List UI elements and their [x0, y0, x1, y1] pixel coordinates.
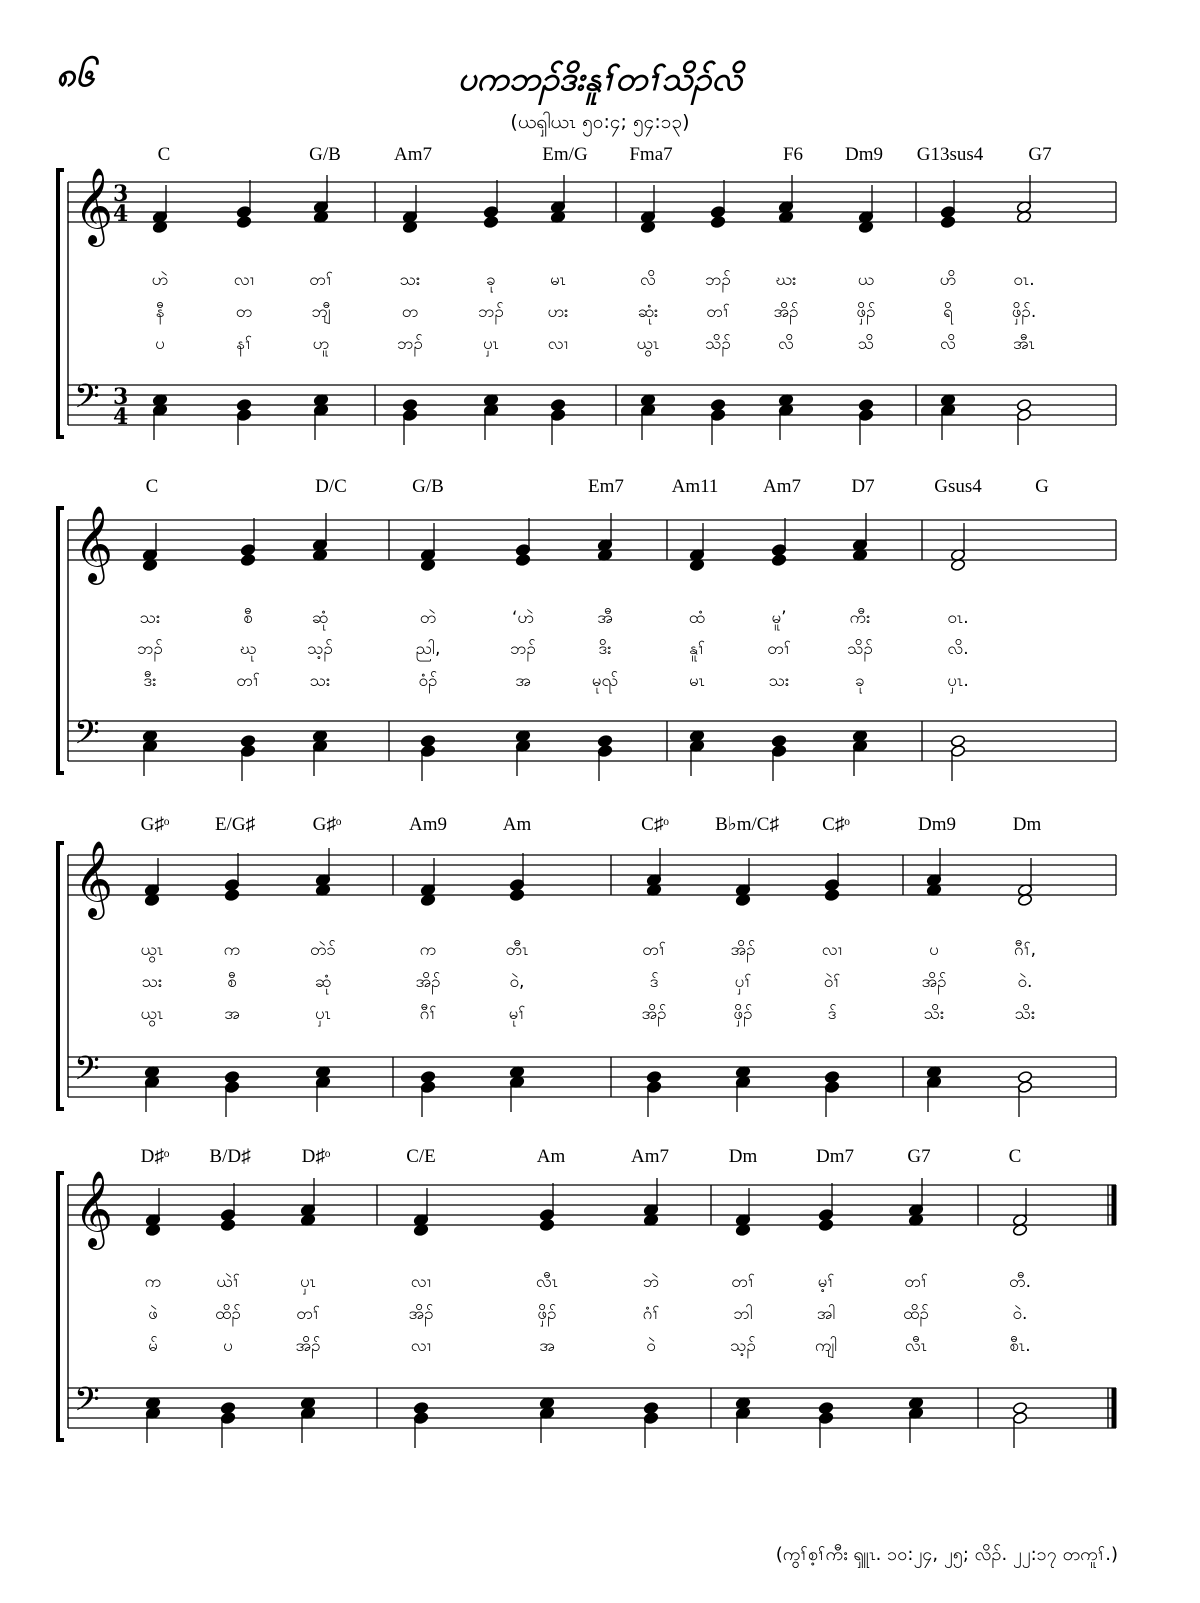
lyric-syllable: မုၺ် [591, 671, 619, 691]
lyric-syllable: တၢ် [706, 302, 730, 322]
lyric-syllable: လိ [640, 270, 656, 290]
chord-symbol: D7 [851, 476, 875, 497]
treble-notehead [236, 215, 251, 228]
chord-symbol: G♯ᵒ [140, 814, 170, 835]
hymn-title: ပကဘၣ်ဒိးနူၢ်တၢ်သိၣ်လိ [457, 59, 743, 98]
chord-symbol: G/B [309, 144, 341, 165]
treble-notehead [539, 1218, 554, 1231]
lyric-syllable: ထိၣ် [903, 1304, 929, 1324]
lyric-syllable: တဲ [419, 608, 437, 628]
lyric-syllable: ဝၤ. [947, 608, 969, 628]
chord-symbol: C [145, 476, 159, 497]
chord-symbol: Em/G [542, 144, 588, 165]
lyric-syllable: သိၣ် [847, 639, 873, 659]
lyric-syllable: ကျါ [814, 1336, 838, 1356]
lyric-syllable: မုၢ် [508, 1004, 526, 1024]
lyric-syllable: ယွၤ [140, 1004, 164, 1024]
lyric-syllable: စီၤ. [1009, 1336, 1031, 1356]
chord-symbol: G/B [412, 476, 444, 497]
scripture-reference: (ယၡါယၤ ၅၀:၄; ၅၄:၁၃) [510, 111, 690, 133]
lyric-syllable: တၢ် [236, 671, 260, 691]
lyric-syllable: မ် [148, 1336, 158, 1356]
lyric-syllable: နီ [155, 302, 165, 322]
bass-clef-icon: 𝄢 [74, 1050, 100, 1096]
lyric-syllable: ဝဲ, [509, 972, 525, 992]
lyric-syllable: စီ [227, 972, 237, 992]
chord-symbol: Am11 [671, 476, 719, 497]
lyric-syllable: ဆုံ [314, 972, 332, 992]
lyric-syllable: တၢ် [296, 1304, 320, 1324]
chord-symbol: G7 [1028, 144, 1052, 165]
score-system-1 [58, 144, 1116, 445]
lyric-syllable: ပ [155, 334, 165, 354]
chord-symbol: Dm9 [845, 144, 883, 165]
lyric-syllable: ညါ, [415, 639, 441, 659]
lyric-syllable: တ [401, 302, 419, 322]
lyric-syllable: လၢ [233, 270, 255, 290]
lyric-syllable: ဝၤ. [1013, 270, 1035, 290]
score-system-4 [58, 1146, 1116, 1448]
chord-symbol: Am7 [631, 1146, 669, 1167]
chord-symbol: Am [502, 814, 532, 835]
lyric-syllable: ဝဲ. [1017, 972, 1033, 992]
lyric-syllable: တဲၥ် [309, 940, 337, 960]
lyric-syllable: ယွၤ [636, 334, 660, 354]
chord-symbol: Em7 [588, 476, 624, 497]
lyric-syllable: ထံ [688, 608, 706, 628]
time-signature-denominator: 4 [113, 404, 129, 430]
chord-symbol: C♯ᵒ [822, 814, 850, 835]
lyric-syllable: အိၣ် [921, 972, 947, 992]
lyric-syllable: တီ. [1009, 1272, 1031, 1292]
system-bracket [58, 170, 64, 437]
lyric-syllable: လၢ [410, 1272, 432, 1292]
lyric-syllable: တၢ် [767, 639, 791, 659]
lyric-syllable: မူ’ [771, 608, 787, 628]
lyric-syllable: ဖှိၣ်. [1011, 302, 1037, 322]
lyric-syllable: ပှၢ် [734, 972, 752, 992]
treble-notehead [824, 888, 839, 901]
lyric-syllable: လၢ [821, 940, 843, 960]
lyric-syllable: တၢ် [904, 1272, 928, 1292]
lyric-syllable: အ [224, 1004, 240, 1024]
chord-symbol: D♯ᵒ [140, 1146, 170, 1167]
lyric-syllable: အိၣ် [408, 1304, 434, 1324]
lyric-syllable: ဘၣ် [397, 334, 423, 354]
chord-symbol: Fma7 [629, 144, 673, 165]
lyric-syllable: စီ [243, 608, 253, 628]
lyric-syllable: ဘါ [733, 1304, 753, 1324]
chord-symbol: G7 [907, 1146, 931, 1167]
lyric-syllable: ဒိး [598, 639, 612, 659]
treble-clef-icon: 𝄞 [74, 167, 114, 244]
lyric-syllable: ဂီၢ် [419, 1004, 437, 1024]
chord-symbol: G [1035, 476, 1049, 497]
lyric-syllable: ဝဲ [646, 1336, 656, 1356]
chord-symbol: D/C [315, 476, 347, 497]
lyric-syllable: ဟဲ [151, 270, 169, 290]
lyric-syllable: ခု [486, 270, 496, 290]
chord-symbol: Am7 [394, 144, 432, 165]
lyric-syllable: လၢ [547, 334, 569, 354]
chord-symbol: Am7 [763, 476, 801, 497]
lyric-syllable: ဝဲ. [1012, 1304, 1028, 1324]
lyric-syllable: က [419, 940, 437, 960]
lyric-syllable: သး [139, 608, 161, 628]
lyric-syllable: ခု [855, 671, 865, 691]
lyric-syllable: တၢ် [731, 1272, 755, 1292]
lyric-syllable: အီ [597, 608, 613, 628]
lyric-syllable: အိၣ် [415, 972, 441, 992]
treble-notehead [818, 1218, 833, 1231]
bass-clef-icon: 𝄢 [74, 378, 100, 424]
lyric-syllable: လိ [778, 334, 794, 354]
chord-symbol: C [157, 144, 171, 165]
time-signature-numerator: 3 [113, 181, 129, 207]
treble-notehead [220, 1218, 235, 1231]
lyric-syllable: ဃု [239, 639, 257, 659]
lyric-syllable: ရိ [943, 302, 953, 322]
system-bracket [58, 843, 64, 1109]
time-signature-numerator: 3 [113, 384, 129, 410]
lyric-syllable: သး [141, 972, 163, 992]
chord-symbol: C [1008, 1146, 1022, 1167]
lyric-syllable: က [144, 1272, 162, 1292]
chord-symbol: Am9 [409, 814, 447, 835]
lyric-syllable: လၢ [410, 1336, 432, 1356]
lyric-syllable: ဘျီ [311, 302, 331, 322]
lyric-syllable: ပှၤ [314, 1004, 332, 1024]
lyric-syllable: ပှၤ [482, 334, 500, 354]
treble-notehead [483, 215, 498, 228]
lyric-syllable: ဒ် [827, 1004, 837, 1024]
lyric-syllable: တၢ် [309, 270, 333, 290]
lyric-syllable: ဘၣ် [705, 270, 731, 290]
score-system-3 [58, 814, 1116, 1117]
treble-clef-icon: 𝄞 [74, 1170, 114, 1247]
lyric-syllable: မၤ [688, 671, 706, 691]
lyric-syllable: ဟူ [312, 334, 330, 354]
lyric-syllable: တီၤ [505, 940, 529, 960]
lyric-syllable: ဂံၢ် [642, 1304, 660, 1324]
lyric-syllable: တၢ် [642, 940, 666, 960]
lyric-syllable: သ့ၣ် [730, 1336, 756, 1356]
chord-symbol: Dm9 [918, 814, 956, 835]
lyric-syllable: အီၤ [1013, 334, 1035, 354]
hymn-number: ၈၆ [56, 55, 95, 95]
chord-symbol: E/G♯ [214, 814, 256, 835]
lyric-syllable: ဆုံး [637, 302, 659, 322]
lyric-syllable: နူၢ် [689, 639, 705, 659]
chord-symbol: Dm [728, 1146, 758, 1167]
treble-clef-icon: 𝄞 [74, 505, 114, 582]
lyric-syllable: က [223, 940, 241, 960]
treble-notehead [509, 888, 524, 901]
lyric-syllable: အိၣ် [730, 940, 756, 960]
chord-symbol: G13sus4 [916, 144, 984, 165]
system-bracket [58, 1173, 64, 1440]
chord-symbol: Am [536, 1146, 566, 1167]
chord-symbol: B/D♯ [209, 1146, 251, 1167]
lyric-syllable: ဆုံ [311, 608, 329, 628]
lyric-syllable: ဘၣ် [510, 639, 536, 659]
bass-clef-icon: 𝄢 [74, 714, 100, 760]
lyric-syllable: အိၣ် [773, 302, 799, 322]
chord-symbol: B♭m/C♯ [715, 814, 779, 835]
lyric-syllable: သး [399, 270, 421, 290]
chord-symbol: Dm7 [816, 1146, 854, 1167]
lyric-syllable: နၢ် [236, 334, 252, 354]
lyric-syllable: ပှၤ [299, 1272, 317, 1292]
lyric-syllable: အိၣ် [641, 1004, 667, 1024]
system-bracket [58, 508, 64, 773]
treble-clef-icon: 𝄞 [74, 840, 114, 917]
lyric-syllable: ယ [857, 270, 875, 290]
lyric-syllable: ဖှိၣ် [856, 302, 876, 322]
lyric-syllable: လီၤ [904, 1336, 928, 1356]
lyric-syllable: ဘၣ် [137, 639, 163, 659]
lyric-syllable: ဒီး [143, 671, 157, 691]
lyric-syllable: လီၤ [535, 1272, 559, 1292]
lyric-syllable: ယွၤ [140, 940, 164, 960]
footer-reference: (ကွၢ်စ့ၢ်ကီး ၡူၤ. ၁၀:၂၄, ၂၅; လိၣ်. ၂၂:၁၇ တကူၢ်.) [775, 1544, 1118, 1565]
treble-notehead [240, 553, 255, 566]
lyric-syllable: ပ [929, 940, 939, 960]
treble-notehead [940, 215, 955, 228]
lyric-syllable: သး [309, 671, 331, 691]
lyric-syllable: မ့ၢ် [817, 1272, 835, 1292]
lyric-syllable: ဂီၢ်, [1013, 940, 1037, 960]
chord-symbol: Gsus4 [934, 476, 982, 497]
lyric-syllable: ယဲၢ် [216, 1272, 240, 1292]
lyric-syllable: ဘၣ် [478, 302, 504, 322]
lyric-syllable: ဖှိၣ် [733, 1004, 753, 1024]
lyric-syllable: ထိၣ် [215, 1304, 241, 1324]
chord-symbol: D♯ᵒ [301, 1146, 331, 1167]
lyric-syllable: ဖဲ [148, 1304, 158, 1324]
lyric-syllable: လိ [940, 334, 956, 354]
lyric-syllable: ဝံၣ် [418, 671, 438, 691]
treble-notehead [710, 215, 725, 228]
lyric-syllable: သး [768, 671, 790, 691]
chord-symbol: C♯ᵒ [641, 814, 669, 835]
lyric-syllable: ဃး [775, 270, 797, 290]
lyric-syllable: သိ [857, 334, 875, 354]
lyric-syllable: အိၣ် [295, 1336, 321, 1356]
lyric-syllable: ဝဲၢ် [823, 972, 841, 992]
lyric-syllable: ဖှိၣ် [537, 1304, 557, 1324]
lyric-syllable: ဟိ [939, 270, 957, 290]
treble-notehead [515, 553, 530, 566]
lyric-syllable: ဒ် [649, 972, 659, 992]
time-signature-denominator: 4 [113, 201, 129, 227]
lyric-syllable: အါ [816, 1304, 836, 1324]
bass-clef-icon: 𝄢 [74, 1381, 100, 1427]
lyric-syllable: ‘ဟဲ [511, 608, 535, 628]
lyric-syllable: သိး [1014, 1004, 1036, 1024]
chord-symbol: C/E [406, 1146, 436, 1167]
lyric-syllable: အ [515, 671, 531, 691]
chord-symbol: F6 [782, 144, 804, 165]
lyric-syllable: တ [235, 302, 253, 322]
lyric-syllable: ပှၤ. [947, 671, 969, 691]
lyric-syllable: ဘဲ [642, 1272, 660, 1292]
treble-notehead [771, 553, 786, 566]
lyric-syllable: သ့ၣ် [307, 639, 333, 659]
chord-symbol: G♯ᵒ [312, 814, 342, 835]
lyric-syllable: လိ. [947, 639, 969, 659]
lyric-syllable: သိၣ် [705, 334, 731, 354]
score-system-2 [58, 476, 1116, 781]
chord-symbol: Dm [1012, 814, 1042, 835]
lyric-syllable: ပ [223, 1336, 233, 1356]
lyric-syllable: ဟး [547, 302, 569, 322]
lyric-syllable: အ [539, 1336, 555, 1356]
lyric-syllable: ကီး [849, 608, 871, 628]
treble-notehead [224, 888, 239, 901]
lyric-syllable: သိး [923, 1004, 945, 1024]
lyric-syllable: မၤ [549, 270, 567, 290]
